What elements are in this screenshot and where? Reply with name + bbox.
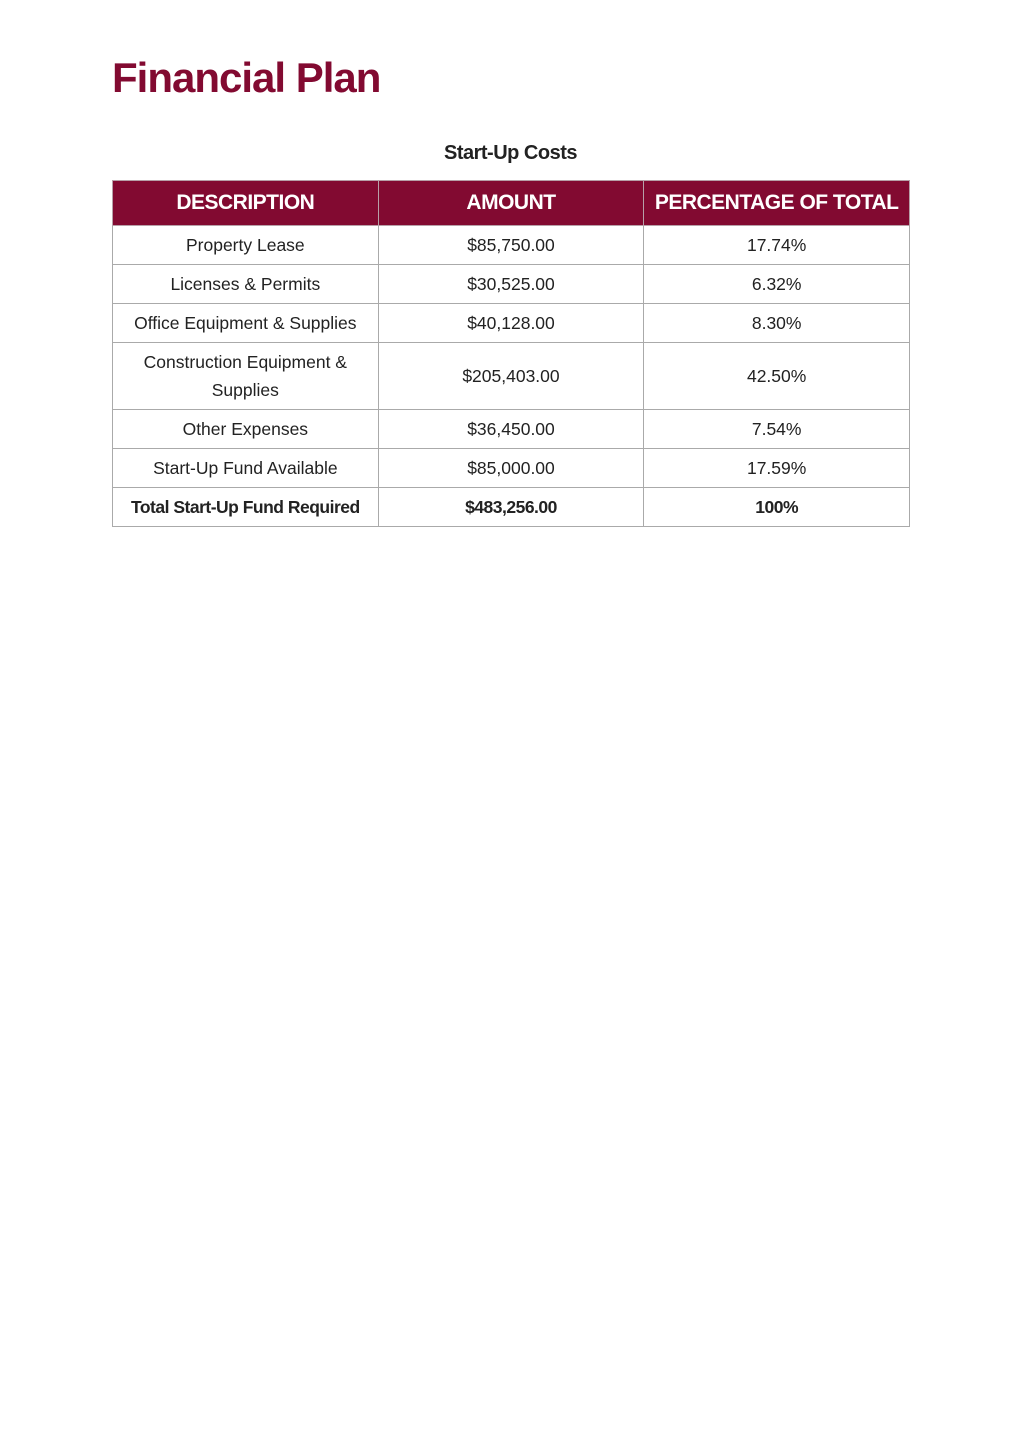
cell-description: Licenses & Permits — [113, 265, 379, 304]
table-row — [113, 265, 910, 304]
cell-description: Property Lease — [113, 226, 379, 265]
header-percentage: PERCENTAGE OF TOTAL — [644, 181, 910, 226]
cell-percentage: 7.54% — [644, 410, 910, 449]
total-amount: $483,256.00 — [378, 488, 644, 527]
page-title: Financial Plan — [112, 54, 381, 101]
table-total-row — [113, 488, 910, 527]
table-row — [113, 449, 910, 488]
cell-amount: $30,525.00 — [378, 265, 644, 304]
total-label: Total Start-Up Fund Required — [113, 488, 379, 527]
cell-amount: $205,403.00 — [378, 343, 644, 410]
startup-costs-table — [112, 180, 910, 527]
cell-description: Other Expenses — [113, 410, 379, 449]
cell-percentage: 6.32% — [644, 265, 910, 304]
table-caption: Start-Up Costs — [443, 142, 577, 164]
cell-description: Start-Up Fund Available — [113, 449, 379, 488]
cell-percentage: 17.74% — [644, 226, 910, 265]
cell-description: Office Equipment & Supplies — [113, 304, 379, 343]
header-amount: AMOUNT — [378, 181, 644, 226]
cell-percentage: 17.59% — [644, 449, 910, 488]
total-percentage: 100% — [644, 488, 910, 527]
cell-amount: $85,750.00 — [378, 226, 644, 265]
cell-percentage: 8.30% — [644, 304, 910, 343]
cell-amount: $85,000.00 — [378, 449, 644, 488]
table-row — [113, 304, 910, 343]
cell-percentage: 42.50% — [644, 343, 910, 410]
cell-amount: $40,128.00 — [378, 304, 644, 343]
table-row — [113, 343, 910, 410]
table-header-row — [113, 181, 910, 226]
header-description: DESCRIPTION — [113, 181, 379, 226]
cell-amount: $36,450.00 — [378, 410, 644, 449]
table-row — [113, 226, 910, 265]
cell-description: Construction Equipment & Supplies — [113, 343, 379, 410]
table-row — [113, 410, 910, 449]
